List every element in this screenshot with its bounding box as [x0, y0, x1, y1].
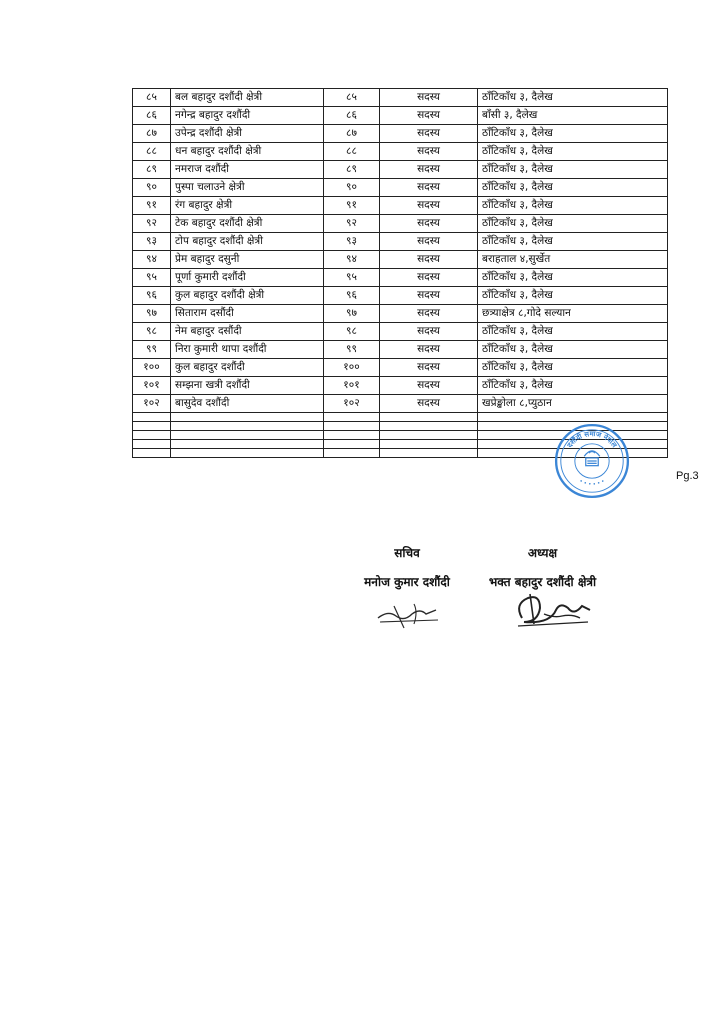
- cell-name: सिताराम दसौंदी: [171, 305, 324, 323]
- svg-text:• • • • • •: • • • • • •: [577, 478, 607, 488]
- cell-no: १०१: [324, 377, 380, 395]
- empty-cell: [171, 431, 324, 440]
- empty-cell: [171, 440, 324, 449]
- cell-role: सदस्य: [380, 305, 478, 323]
- cell-name: निरा कुमारी थापा दशौंदी: [171, 341, 324, 359]
- member-table: [132, 88, 668, 458]
- empty-cell: [133, 431, 171, 440]
- cell-role: सदस्य: [380, 89, 478, 107]
- cell-address: ठाँटिकाँध ३, दैलेख: [478, 125, 668, 143]
- cell-sn: १००: [133, 359, 171, 377]
- table-row: [133, 89, 668, 107]
- table-row: [133, 287, 668, 305]
- cell-role: सदस्य: [380, 107, 478, 125]
- page-number: Pg.3: [676, 470, 699, 482]
- cell-address: ठाँटिकाँध ३, दैलेख: [478, 215, 668, 233]
- secretary-signature-block: [352, 544, 462, 590]
- cell-address: ठाँटिकाँध ३, दैलेख: [478, 359, 668, 377]
- cell-sn: ९९: [133, 341, 171, 359]
- cell-address: ठाँटिकाँध ३, दैलेख: [478, 179, 668, 197]
- cell-role: सदस्य: [380, 359, 478, 377]
- table-row: [133, 251, 668, 269]
- empty-cell: [478, 413, 668, 422]
- member-table-body: [133, 89, 668, 458]
- empty-cell: [171, 422, 324, 431]
- empty-cell: [324, 431, 380, 440]
- cell-no: ९१: [324, 197, 380, 215]
- cell-role: सदस्य: [380, 125, 478, 143]
- organization-stamp: [553, 422, 631, 500]
- cell-no: ९६: [324, 287, 380, 305]
- cell-no: ८६: [324, 107, 380, 125]
- empty-cell: [171, 413, 324, 422]
- cell-role: सदस्य: [380, 215, 478, 233]
- cell-sn: ८६: [133, 107, 171, 125]
- cell-role: सदस्य: [380, 323, 478, 341]
- table-row: [133, 161, 668, 179]
- table-row: [133, 395, 668, 413]
- table-row: [133, 269, 668, 287]
- cell-name: बल बहादुर दशौंदी क्षेत्री: [171, 89, 324, 107]
- cell-name: कुल बहादुर दशौंदी क्षेत्री: [171, 287, 324, 305]
- cell-sn: ८७: [133, 125, 171, 143]
- cell-no: ८९: [324, 161, 380, 179]
- cell-role: सदस्य: [380, 287, 478, 305]
- cell-name: सम्झना खत्री दशौंदी: [171, 377, 324, 395]
- cell-name: धन बहादुर दशौंदी क्षेत्री: [171, 143, 324, 161]
- empty-cell: [380, 422, 478, 431]
- empty-cell: [324, 413, 380, 422]
- chair-title: अध्यक्ष: [527, 546, 558, 560]
- cell-address: छत्र्याक्षेत्र ८,गोदे सल्यान: [478, 305, 668, 323]
- cell-sn: ८५: [133, 89, 171, 107]
- cell-sn: १०१: [133, 377, 171, 395]
- cell-address: ठाँटिकाँध ३, दैलेख: [478, 89, 668, 107]
- secretary-name: मनोज कुमार दशौंदी: [364, 575, 450, 589]
- cell-address: ठाँटिकाँध ३, दैलेख: [478, 341, 668, 359]
- cell-address: ठाँटिकाँध ३, दैलेख: [478, 287, 668, 305]
- empty-cell: [133, 413, 171, 422]
- cell-role: सदस्य: [380, 341, 478, 359]
- cell-sn: ९२: [133, 215, 171, 233]
- cell-name: पूर्णा कुमारी दशौंदी: [171, 269, 324, 287]
- empty-cell: [380, 449, 478, 458]
- table-row: [133, 359, 668, 377]
- cell-role: सदस्य: [380, 395, 478, 413]
- table-row: [133, 125, 668, 143]
- table-row: [133, 215, 668, 233]
- cell-address: खप्रेङ्खोला ८,प्युठान: [478, 395, 668, 413]
- cell-name: टेक बहादुर दशौंदी क्षेत्री: [171, 215, 324, 233]
- cell-no: ९९: [324, 341, 380, 359]
- chair-name: भक्त बहादुर दशौंदी क्षेत्री: [488, 575, 597, 589]
- stamp-text: दशौंदी समाज नेपाल: [564, 428, 620, 450]
- chair-signature: [510, 588, 596, 632]
- cell-no: ९२: [324, 215, 380, 233]
- cell-role: सदस्य: [380, 269, 478, 287]
- empty-cell: [171, 449, 324, 458]
- cell-sn: ९४: [133, 251, 171, 269]
- cell-no: १००: [324, 359, 380, 377]
- cell-no: ९३: [324, 233, 380, 251]
- empty-cell: [380, 413, 478, 422]
- cell-sn: ९७: [133, 305, 171, 323]
- cell-address: बाँसी ३, दैलेख: [478, 107, 668, 125]
- cell-role: सदस्य: [380, 179, 478, 197]
- cell-no: १०२: [324, 395, 380, 413]
- table-row: [133, 341, 668, 359]
- table-row: [133, 305, 668, 323]
- stamp-emblem-icon: [584, 451, 600, 466]
- cell-address: ठाँटिकाँध ३, दैलेख: [478, 143, 668, 161]
- table-row: [133, 233, 668, 251]
- table-row: [133, 143, 668, 161]
- cell-name: बासुदेव दशौंदी: [171, 395, 324, 413]
- empty-table-row: [133, 413, 668, 422]
- cell-sn: ९६: [133, 287, 171, 305]
- secretary-signature: [374, 598, 446, 632]
- cell-name: नेम बहादुर दसौंदी: [171, 323, 324, 341]
- empty-cell: [324, 422, 380, 431]
- empty-cell: [380, 440, 478, 449]
- empty-cell: [133, 449, 171, 458]
- cell-role: सदस्य: [380, 161, 478, 179]
- cell-sn: ९१: [133, 197, 171, 215]
- cell-address: ठाँटिकाँध ३, दैलेख: [478, 233, 668, 251]
- table-row: [133, 197, 668, 215]
- cell-no: ९०: [324, 179, 380, 197]
- empty-cell: [133, 422, 171, 431]
- table-row: [133, 179, 668, 197]
- cell-name: कुल बहादुर दशौंदी: [171, 359, 324, 377]
- cell-address: ठाँटिकाँध ३, दैलेख: [478, 377, 668, 395]
- cell-role: सदस्य: [380, 197, 478, 215]
- cell-sn: ९८: [133, 323, 171, 341]
- cell-no: ९४: [324, 251, 380, 269]
- empty-cell: [324, 449, 380, 458]
- cell-address: बराहताल ४,सुर्खेत: [478, 251, 668, 269]
- chair-signature-block: [475, 544, 610, 590]
- table-row: [133, 323, 668, 341]
- table-row: [133, 107, 668, 125]
- cell-name: उपेन्द्र दशौंदी क्षेत्री: [171, 125, 324, 143]
- cell-no: ९५: [324, 269, 380, 287]
- secretary-title: सचिव: [394, 546, 420, 560]
- cell-name: टोप बहादुर दशौंदी क्षेत्री: [171, 233, 324, 251]
- cell-no: ८५: [324, 89, 380, 107]
- cell-address: ठाँटिकाँध ३, दैलेख: [478, 161, 668, 179]
- cell-sn: ९५: [133, 269, 171, 287]
- cell-role: सदस्य: [380, 377, 478, 395]
- cell-address: ठाँटिकाँध ३, दैलेख: [478, 269, 668, 287]
- table-row: [133, 377, 668, 395]
- cell-no: ९८: [324, 323, 380, 341]
- cell-address: ठाँटिकाँध ३, दैलेख: [478, 197, 668, 215]
- cell-no: ९७: [324, 305, 380, 323]
- cell-sn: ८९: [133, 161, 171, 179]
- cell-name: नगेन्द्र बहादुर दशौंदी: [171, 107, 324, 125]
- cell-role: सदस्य: [380, 251, 478, 269]
- cell-sn: ८८: [133, 143, 171, 161]
- empty-cell: [380, 431, 478, 440]
- cell-name: नमराज दशौंदी: [171, 161, 324, 179]
- cell-name: पुस्पा चलाउने क्षेत्री: [171, 179, 324, 197]
- cell-sn: ९३: [133, 233, 171, 251]
- cell-sn: १०२: [133, 395, 171, 413]
- empty-cell: [133, 440, 171, 449]
- empty-cell: [324, 440, 380, 449]
- cell-no: ८७: [324, 125, 380, 143]
- cell-name: रंग बहादुर क्षेत्री: [171, 197, 324, 215]
- cell-sn: ९०: [133, 179, 171, 197]
- cell-name: प्रेम बहादुर दसुनी: [171, 251, 324, 269]
- cell-no: ८८: [324, 143, 380, 161]
- cell-role: सदस्य: [380, 233, 478, 251]
- cell-address: ठाँटिकाँध ३, दैलेख: [478, 323, 668, 341]
- cell-role: सदस्य: [380, 143, 478, 161]
